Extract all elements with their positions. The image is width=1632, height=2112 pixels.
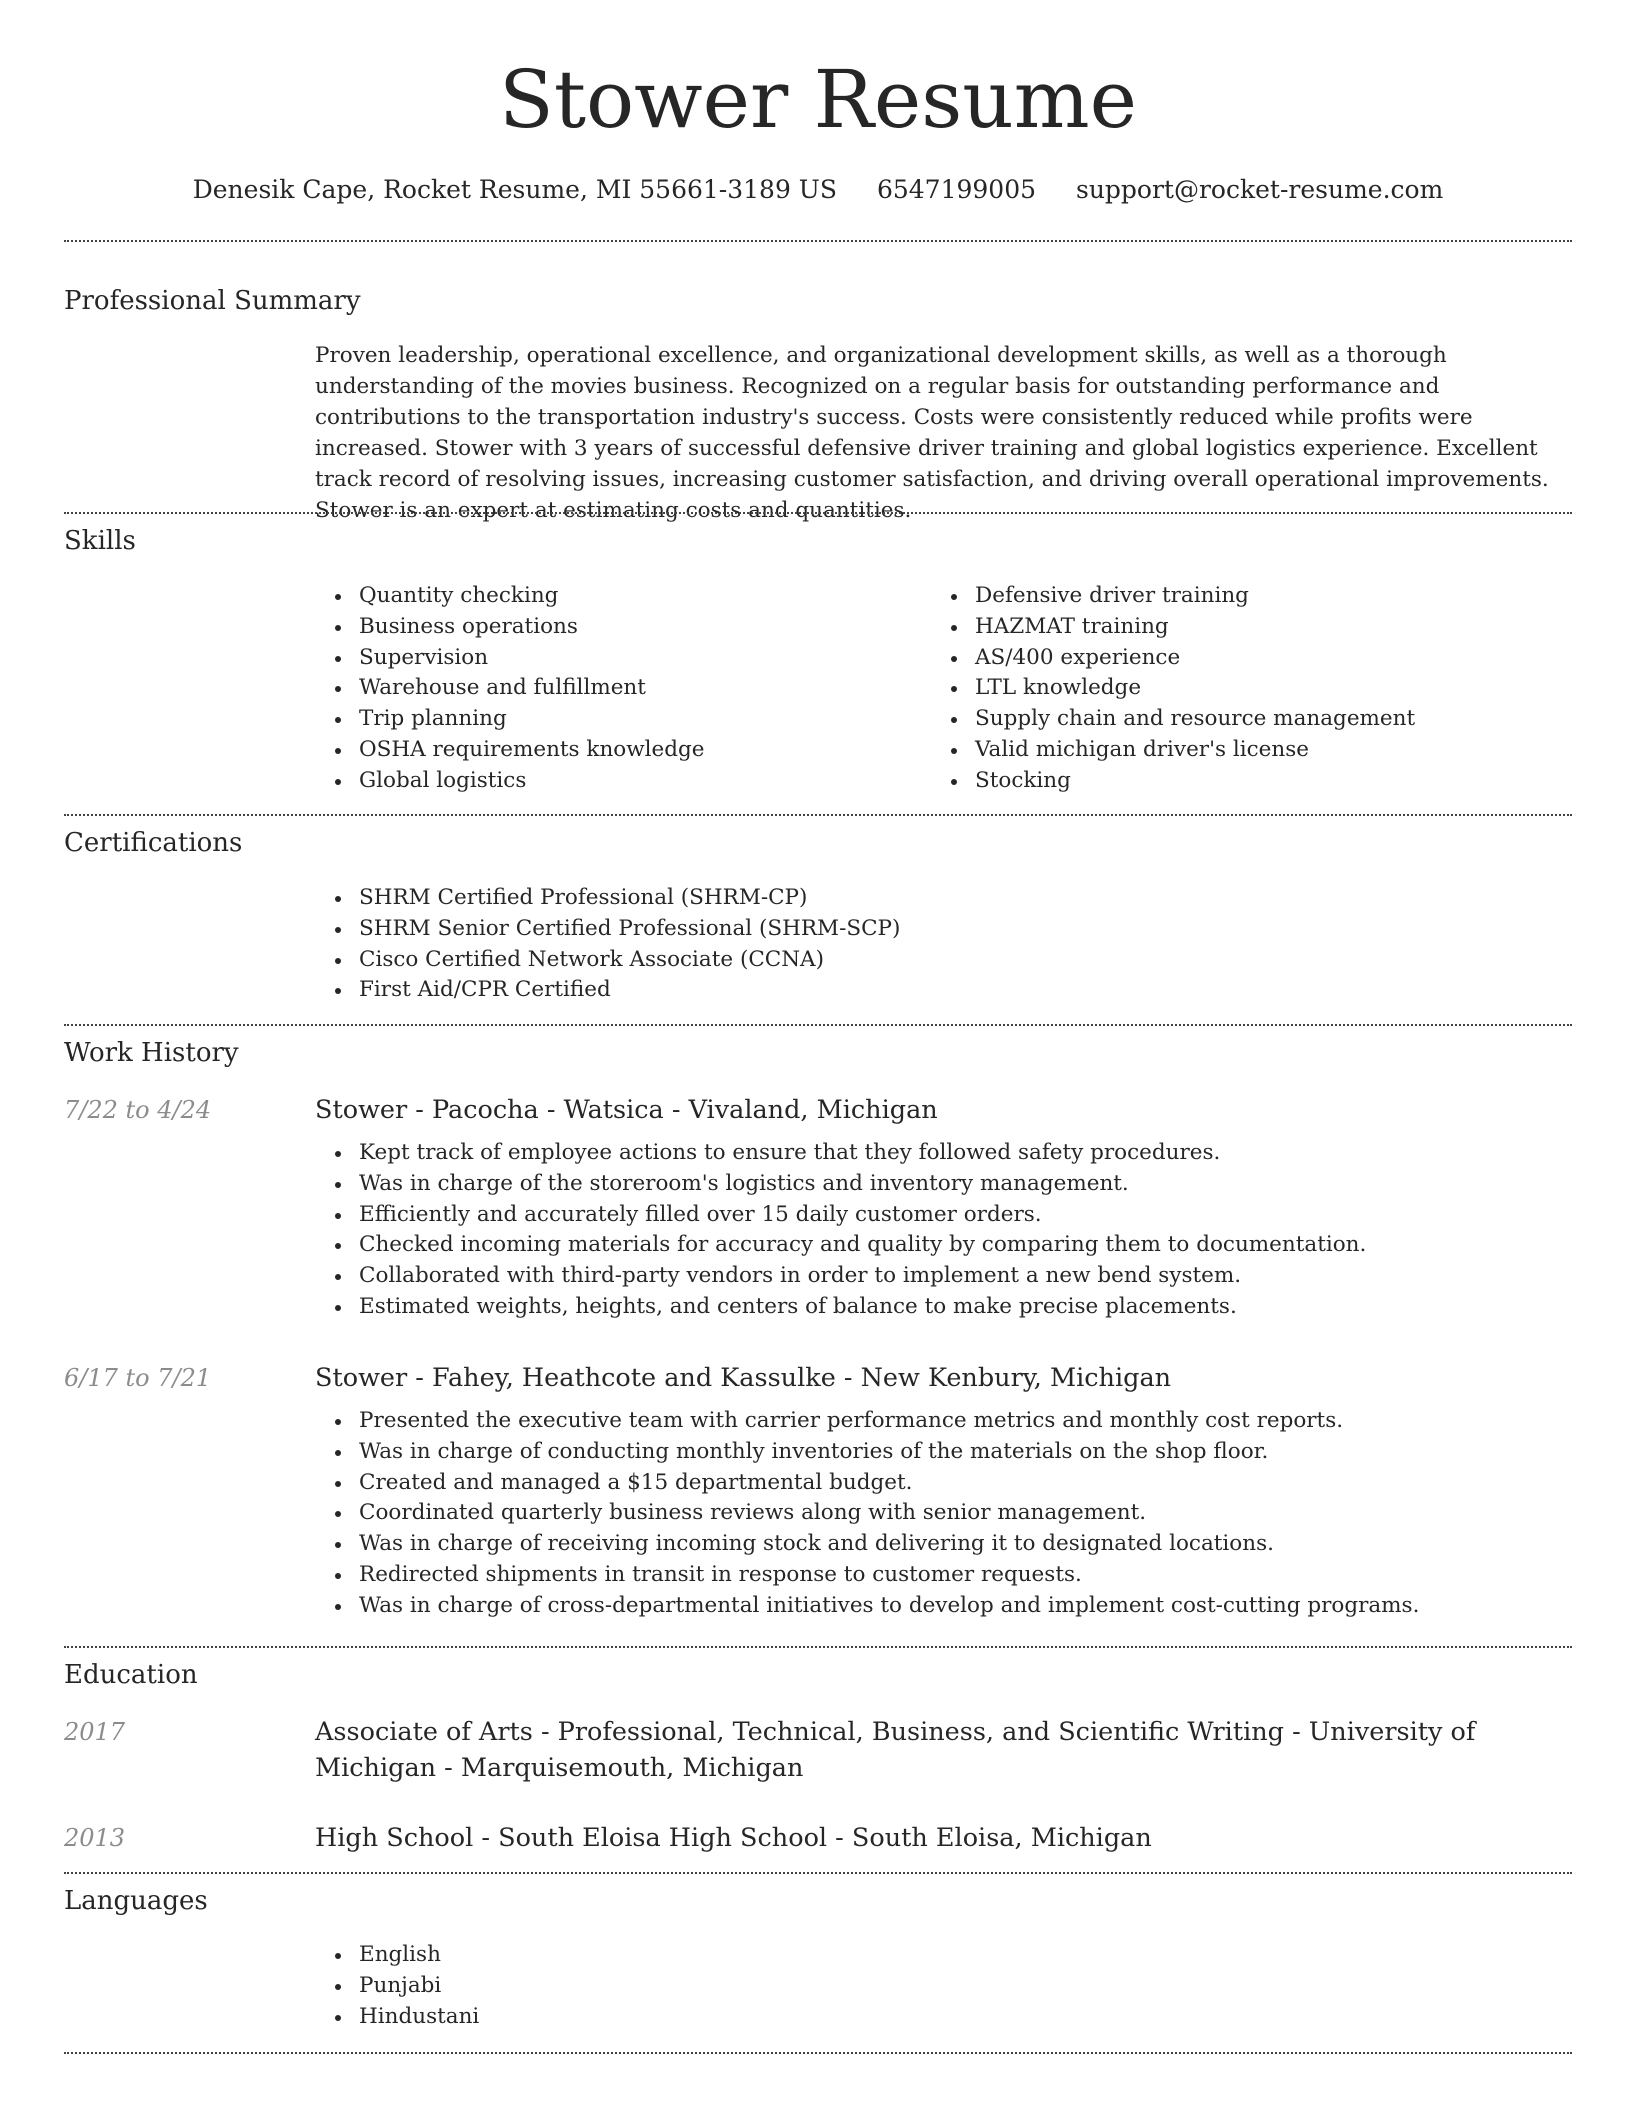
divider [64, 1646, 1572, 1648]
list-item: Created and managed a $15 departmental budget. [315, 1468, 1572, 1499]
list-item: SHRM Senior Certified Professional (SHRM-SCP) [315, 914, 1572, 945]
list-item: Supervision [315, 643, 931, 674]
contact-address: Denesik Cape, Rocket Resume, MI 55661-3189 US [192, 175, 838, 204]
education-year: 2017 [64, 1718, 126, 1746]
job-title: Stower - Pacocha - Watsica - Vivaland, Michigan [315, 1095, 938, 1125]
list-item: Redirected shipments in transit in response to customer requests. [315, 1560, 1572, 1591]
skills-list-right [931, 581, 1547, 797]
list-item: Punjabi [315, 1971, 1572, 2002]
job-date: 6/17 to 7/21 [64, 1364, 212, 1392]
list-item: First Aid/CPR Certified [315, 975, 1572, 1006]
list-item: Was in charge of cross-departmental initiatives to develop and implement cost-cutting programs. [315, 1591, 1572, 1622]
job-title: Stower - Fahey, Heathcote and Kassulke - New Kenbury, Michigan [315, 1363, 1172, 1393]
divider [64, 1872, 1572, 1874]
summary-body [315, 340, 1572, 526]
section-title-languages: Languages [64, 1886, 208, 1916]
list-item: Defensive driver training [931, 581, 1547, 612]
divider [64, 512, 1572, 514]
list-item: Was in charge of receiving incoming stock and delivering it to designated locations. [315, 1529, 1572, 1560]
section-title-summary: Professional Summary [64, 286, 361, 316]
list-item: Business operations [315, 612, 931, 643]
list-item: Kept track of employee actions to ensure that they followed safety procedures. [315, 1138, 1572, 1169]
languages-body [315, 1940, 1572, 2032]
list-item: Stocking [931, 766, 1547, 797]
certifications-list [315, 883, 1572, 1006]
list-item: Global logistics [315, 766, 931, 797]
education-title: High School - South Eloisa High School - South Eloisa, Michigan [315, 1823, 1152, 1853]
education-title: Associate of Arts - Professional, Technical, Business, and Scientific Writing - University of Michigan - Marquisemouth, Michigan [315, 1717, 1476, 1783]
list-item: Coordinated quarterly business reviews along with senior management. [315, 1498, 1572, 1529]
list-item: LTL knowledge [931, 673, 1547, 704]
list-item: Estimated weights, heights, and centers of balance to make precise placements. [315, 1292, 1572, 1323]
divider [64, 814, 1572, 816]
certifications-body [315, 883, 1572, 1006]
divider [64, 1024, 1572, 1026]
list-item: SHRM Certified Professional (SHRM-CP) [315, 883, 1572, 914]
education-entry [315, 1714, 1572, 1786]
list-item: Collaborated with third-party vendors in order to implement a new bend system. [315, 1261, 1572, 1292]
job-bullets [315, 1406, 1572, 1622]
list-item: OSHA requirements knowledge [315, 735, 931, 766]
section-title-work: Work History [64, 1038, 239, 1068]
job-entry [315, 1092, 1572, 1323]
list-item: Was in charge of conducting monthly inventories of the materials on the shop floor. [315, 1437, 1572, 1468]
education-year: 2013 [64, 1824, 126, 1852]
list-item: Valid michigan driver's license [931, 735, 1547, 766]
resume-name: Stower Resume [499, 53, 1137, 146]
skills-list-left [315, 581, 931, 797]
skills-body [315, 581, 1572, 797]
contact-phone: 6547199005 [876, 175, 1037, 204]
divider [64, 2052, 1572, 2054]
summary-text: Proven leadership, operational excellence, and organizational development skills, as well as a thorough understanding of the movies business. Recognized on a regular basis for outstanding performance and contributions to the transportation industry's success. Costs were consistently reduced while profits were increased. Stower with 3 years of successful defensive driver training and global logistics experience. Excellent track record of resolving issues, increasing customer satisfaction, and driving overall operational improvements. Stower is an expert at estimating costs and quantities. [315, 343, 1549, 523]
job-date: 7/22 to 4/24 [64, 1096, 212, 1124]
job-bullets [315, 1138, 1572, 1323]
list-item: Supply chain and resource management [931, 704, 1547, 735]
list-item: Presented the executive team with carrier performance metrics and monthly cost reports. [315, 1406, 1572, 1437]
list-item: AS/400 experience [931, 643, 1547, 674]
section-title-certifications: Certifications [64, 828, 243, 858]
contact-line [64, 170, 1572, 210]
list-item: Trip planning [315, 704, 931, 735]
section-title-education: Education [64, 1660, 198, 1690]
list-item: Hindustani [315, 2002, 1572, 2033]
list-item: English [315, 1940, 1572, 1971]
section-title-skills: Skills [64, 526, 136, 556]
job-entry [315, 1360, 1572, 1622]
list-item: HAZMAT training [931, 612, 1547, 643]
list-item: Cisco Certified Network Associate (CCNA) [315, 945, 1572, 976]
list-item: Warehouse and fulfillment [315, 673, 931, 704]
languages-list [315, 1940, 1572, 2032]
contact-email: support@rocket-resume.com [1075, 175, 1444, 204]
education-entry [315, 1820, 1572, 1856]
list-item: Checked incoming materials for accuracy and quality by comparing them to documentation. [315, 1230, 1572, 1261]
divider [64, 240, 1572, 242]
list-item: Quantity checking [315, 581, 931, 612]
list-item: Was in charge of the storeroom's logistics and inventory management. [315, 1169, 1572, 1200]
list-item: Efficiently and accurately filled over 15 daily customer orders. [315, 1200, 1572, 1231]
